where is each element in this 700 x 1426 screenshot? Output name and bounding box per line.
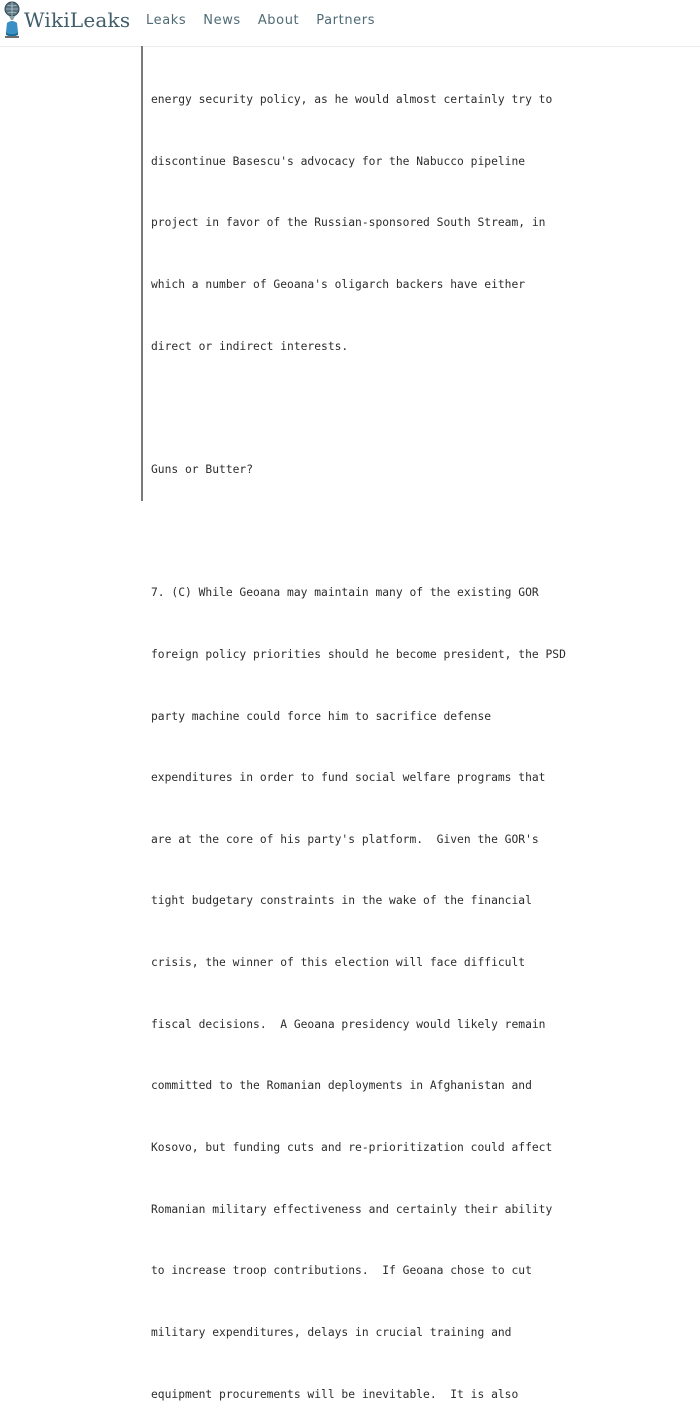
cable-line: direct or indirect interests. (151, 339, 349, 353)
cable-line: discontinue Basescu's advocacy for the Nabucco pipeline (151, 154, 526, 168)
site-header (0, 0, 700, 47)
nav-news[interactable]: News (203, 13, 241, 28)
cable-line: are at the core of his party's platform. Given the GOR's (151, 832, 539, 846)
cable-line: project in favor of the Russian-sponsored South Stream, in (151, 216, 546, 230)
cable-line: tight budgetary constraints in the wake of the financial (151, 894, 532, 908)
cable-line: which a number of Geoana's oligarch backers have either (151, 278, 526, 292)
content-left-rule (141, 46, 143, 501)
nav-partners[interactable]: Partners (316, 13, 376, 28)
cable-text (151, 49, 566, 1426)
cable-line: crisis, the winner of this election will face difficult (151, 956, 526, 970)
main-nav (146, 12, 392, 30)
nav-about[interactable]: About (257, 13, 300, 28)
cable-line: equipment procurements will be inevitable. It is also (151, 1387, 519, 1401)
nav-leaks[interactable]: Leaks (146, 13, 187, 28)
cable-line: Kosovo, but funding cuts and re-prioritization could affect (151, 1140, 553, 1154)
cable-line: military expenditures, delays in crucial training and (151, 1325, 512, 1339)
cable-line: expenditures in order to fund social welfare programs that (151, 771, 546, 785)
cable-line: party machine could force him to sacrifice defense (151, 709, 492, 723)
cable-line (151, 522, 566, 543)
cable-line: to increase troop contributions. If Geoana chose to cut (151, 1264, 532, 1278)
cable-line: committed to the Romanian deployments in Afghanistan and (151, 1079, 532, 1093)
cable-line (151, 398, 566, 419)
hourglass-globe-icon (3, 1, 21, 39)
cable-line: Romanian military effectiveness and certainly their ability (151, 1202, 553, 1216)
cable-line: 7. (C) While Geoana may maintain many of the existing GOR (151, 586, 539, 600)
wikileaks-logo[interactable] (3, 0, 130, 40)
cable-line: energy security policy, as he would almost certainly try to (151, 93, 553, 107)
section-heading: Guns or Butter? (151, 462, 254, 476)
brand-name: WikiLeaks (24, 8, 131, 32)
cable-line: foreign policy priorities should he become president, the PSD (151, 647, 566, 661)
cable-line: fiscal decisions. A Geoana presidency would likely remain (151, 1017, 546, 1031)
